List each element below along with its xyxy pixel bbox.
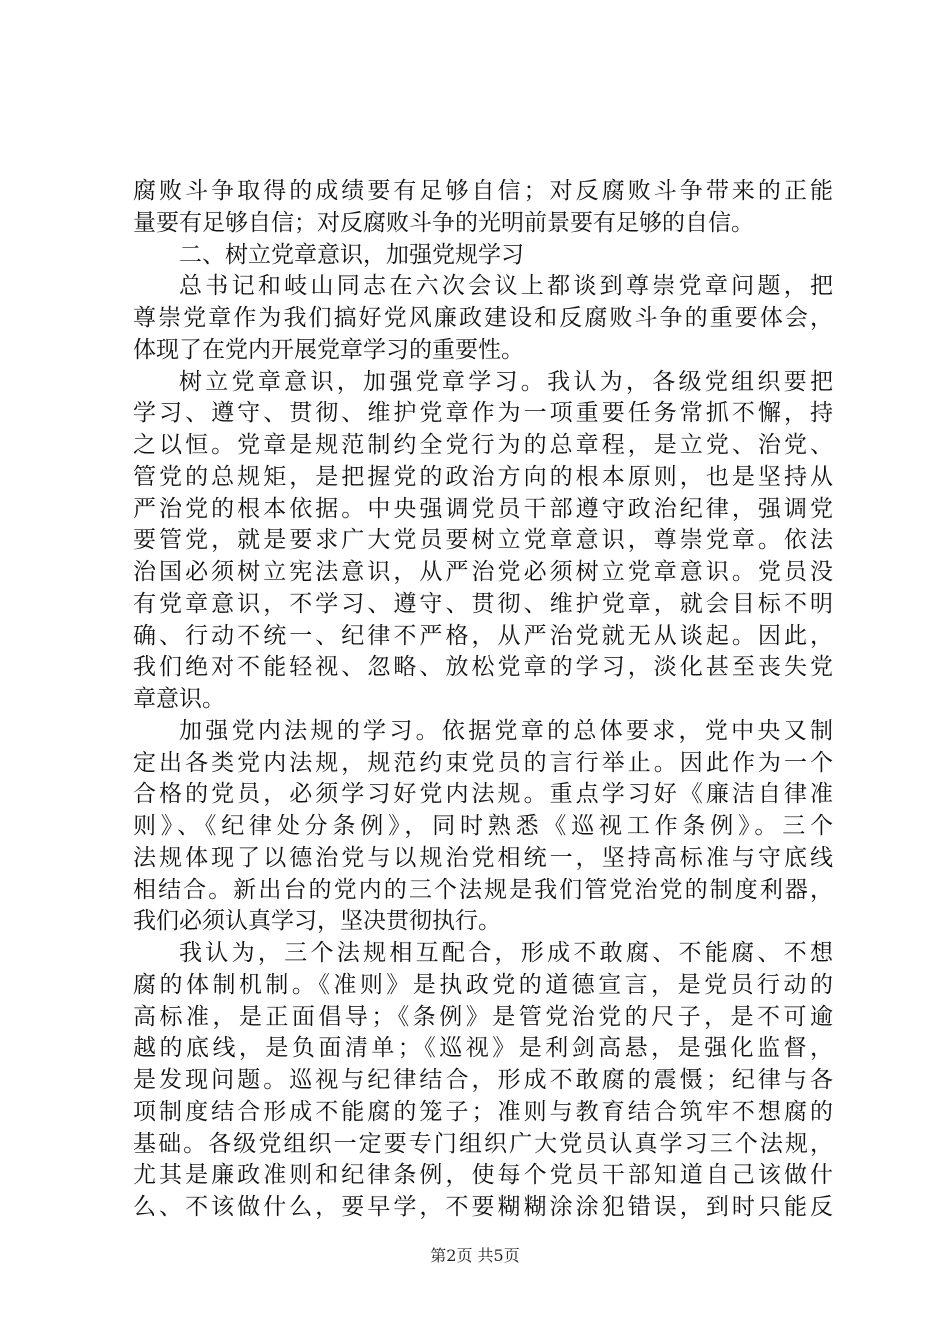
text-line: 项制度结合形成不能腐的笼子；准则与教育结合筑牢不想腐的 [133,1098,833,1125]
text-line: 么、不该做什么，要早学，不要糊糊涂涂犯错误，到时只能反 [133,1194,833,1220]
text-line: 治国必须树立宪法意识，从严治党必须树立党章意识。党员没 [133,559,833,585]
paragraph-first-line: 总书记和岐山同志在六次会议上都谈到尊崇党章问题，把 [179,273,833,300]
text-line: 尤其是廉政准则和纪律条例，使每个党员干部知道自己该做什 [133,1162,833,1189]
text-line: 我们绝对不能轻视、忽略、放松党章的学习，淡化甚至丧失党 [133,654,833,681]
text-line: 有党章意识，不学习、遵守、贯彻、维护党章，就会目标不明 [133,590,833,617]
text-line: 量要有足够自信；对反腐败斗争的光明前景要有足够的自信。 [133,209,754,236]
text-line: 章意识。 [133,686,225,712]
text-line: 确、行动不统一、纪律不严格，从严治党就无从谈起。因此， [133,622,833,649]
page-footer: 第2页 共5页 [430,1246,520,1265]
paragraph-first-line: 加强党内法规的学习。依据党章的总体要求，党中央又制 [179,717,833,744]
text-line: 要管党，就是要求广大党员要树立党章意识，尊崇党章。依法 [133,527,833,554]
paragraph-first-line: 二、树立党章意识，加强党规学习 [179,241,524,268]
text-line: 管党的总规矩，是把握党的政治方向的根本原则，也是坚持从 [133,463,833,490]
text-line: 严治党的根本依据。中央强调党员干部遵守政治纪律，强调党 [133,495,833,522]
text-line: 法规体现了以德治党与以规治党相统一，坚持高标准与守底线 [133,844,833,871]
text-line: 尊崇党章作为我们搞好党风廉政建设和反腐败斗争的重要体会， [133,305,833,331]
text-line: 是发现问题。巡视与纪律结合，形成不敢腐的震慑；纪律与各 [133,1067,833,1093]
text-line: 之以恒。党章是规范制约全党行为的总章程，是立党、治党、 [133,432,833,458]
text-line: 基础。各级党组织一定要专门组织广大党员认真学习三个法规， [133,1130,833,1157]
text-line: 我们必须认真学习，坚决贯彻执行。 [133,908,501,935]
text-line: 越的底线，是负面清单；《巡视》是利剑高悬，是强化监督， [133,1035,833,1062]
text-line: 学习、遵守、贯彻、维护党章作为一项重要任务常抓不懈，持 [133,400,833,427]
text-line: 合格的党员，必须学习好党内法规。重点学习好《廉洁自律准 [133,781,833,808]
paragraph-first-line: 树立党章意识，加强党章学习。我认为，各级党组织要把 [179,368,833,395]
text-line: 高标准，是正面倡导；《条例》是管党治党的尺子，是不可逾 [133,1003,833,1030]
text-line: 则》、《纪律处分条例》，同时熟悉《巡视工作条例》。三个 [133,813,833,839]
text-line: 相结合。新出台的党内的三个法规是我们管党治党的制度利器， [133,876,833,903]
paragraph-first-line: 我认为，三个法规相互配合，形成不敢腐、不能腐、不想 [179,940,833,966]
text-line: 定出各类党内法规，规范约束党员的言行举止。因此作为一个 [133,749,833,776]
document-body [133,176,833,1224]
text-line: 腐败斗争取得的成绩要有足够自信；对反腐败斗争带来的正能 [133,178,833,204]
text-line: 腐的体制机制。《准则》是执政党的道德宣言，是党员行动的 [133,971,833,998]
text-line: 体现了在党内开展党章学习的重要性。 [133,336,524,363]
